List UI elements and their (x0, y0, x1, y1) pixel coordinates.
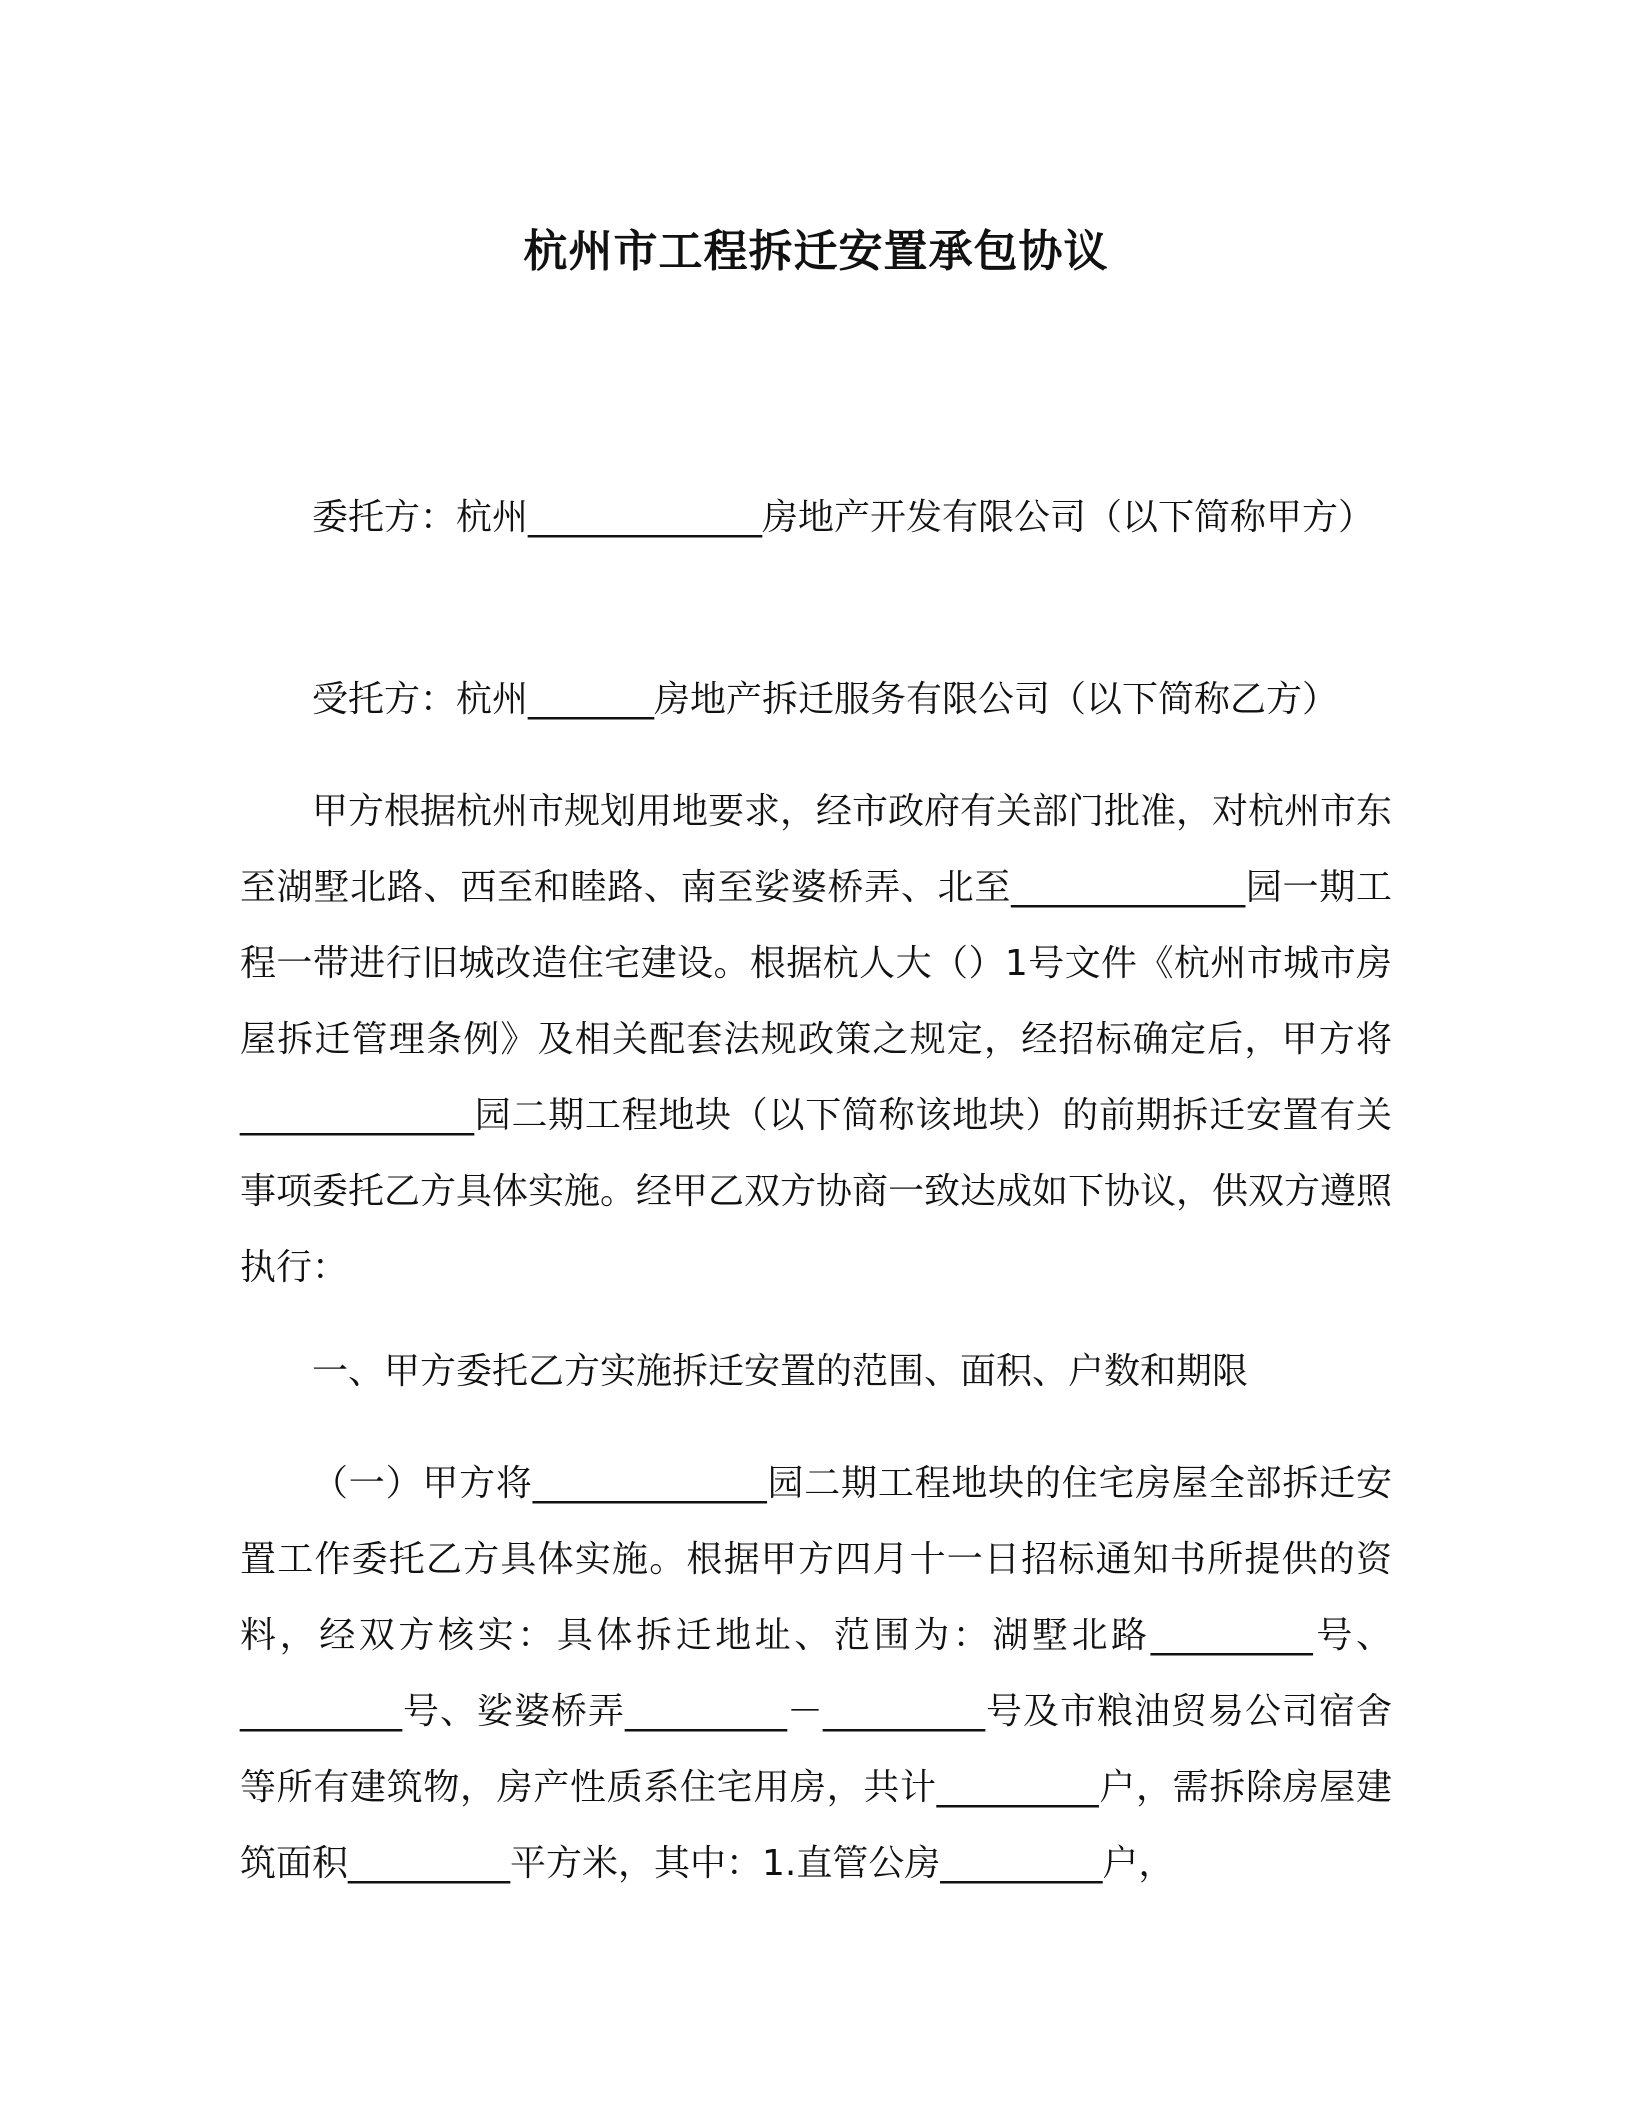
paragraph-entrusted-party (240, 662, 1392, 738)
section-heading-1 (240, 1334, 1392, 1410)
heading-text: 一、甲方委托乙方实施拆迁安置的范围、面积、户数和期限 (312, 1351, 1249, 1392)
document-title: 杭州市工程拆迁安置承包协议 (523, 226, 1109, 277)
paragraph-preamble (240, 774, 1392, 1306)
paragraph-entrusting-party (240, 480, 1392, 556)
paragraph-text: 委托方：杭州_____________房地产开发有限公司（以下简称甲方） (312, 497, 1375, 538)
paragraph-text: 甲方根据杭州市规划用地要求，经市政府有关部门批准，对杭州市东至湖墅北路、西至和睦路、南至娑婆桥弄、北至_____________园一期工程一带进行旧城改造住宅建设。根据杭人大（）1号文件《杭州市城市房屋拆迁管理条例》及相关配套法规政策之规定，经招标确定后，甲方将_____________园二期工程地块（以下简称该地块）的前期拆迁安置有关事项委托乙方具体实施。经甲乙双方协商一致达成如下协议，供双方遵照执行： (240, 791, 1393, 1288)
paragraph-clause-1 (240, 1446, 1392, 1902)
paragraph-text: （一）甲方将_____________园二期工程地块的住宅房屋全部拆迁安置工作委托乙方具体实施。根据甲方四月十一日招标通知书所提供的资料，经双方核实：具体拆迁地址、范围为：湖墅北路_________号、_________号、娑婆桥弄_________－_________号及市粮油贸易公司宿舍等所有建筑物，房产性质系住宅用房，共计_________户，需拆除房屋建筑面积_________平方米，其中：1.直管公房_________户， (240, 1463, 1392, 1884)
paragraph-text: 受托方：杭州_______房地产拆迁服务有限公司（以下简称乙方） (312, 679, 1339, 720)
